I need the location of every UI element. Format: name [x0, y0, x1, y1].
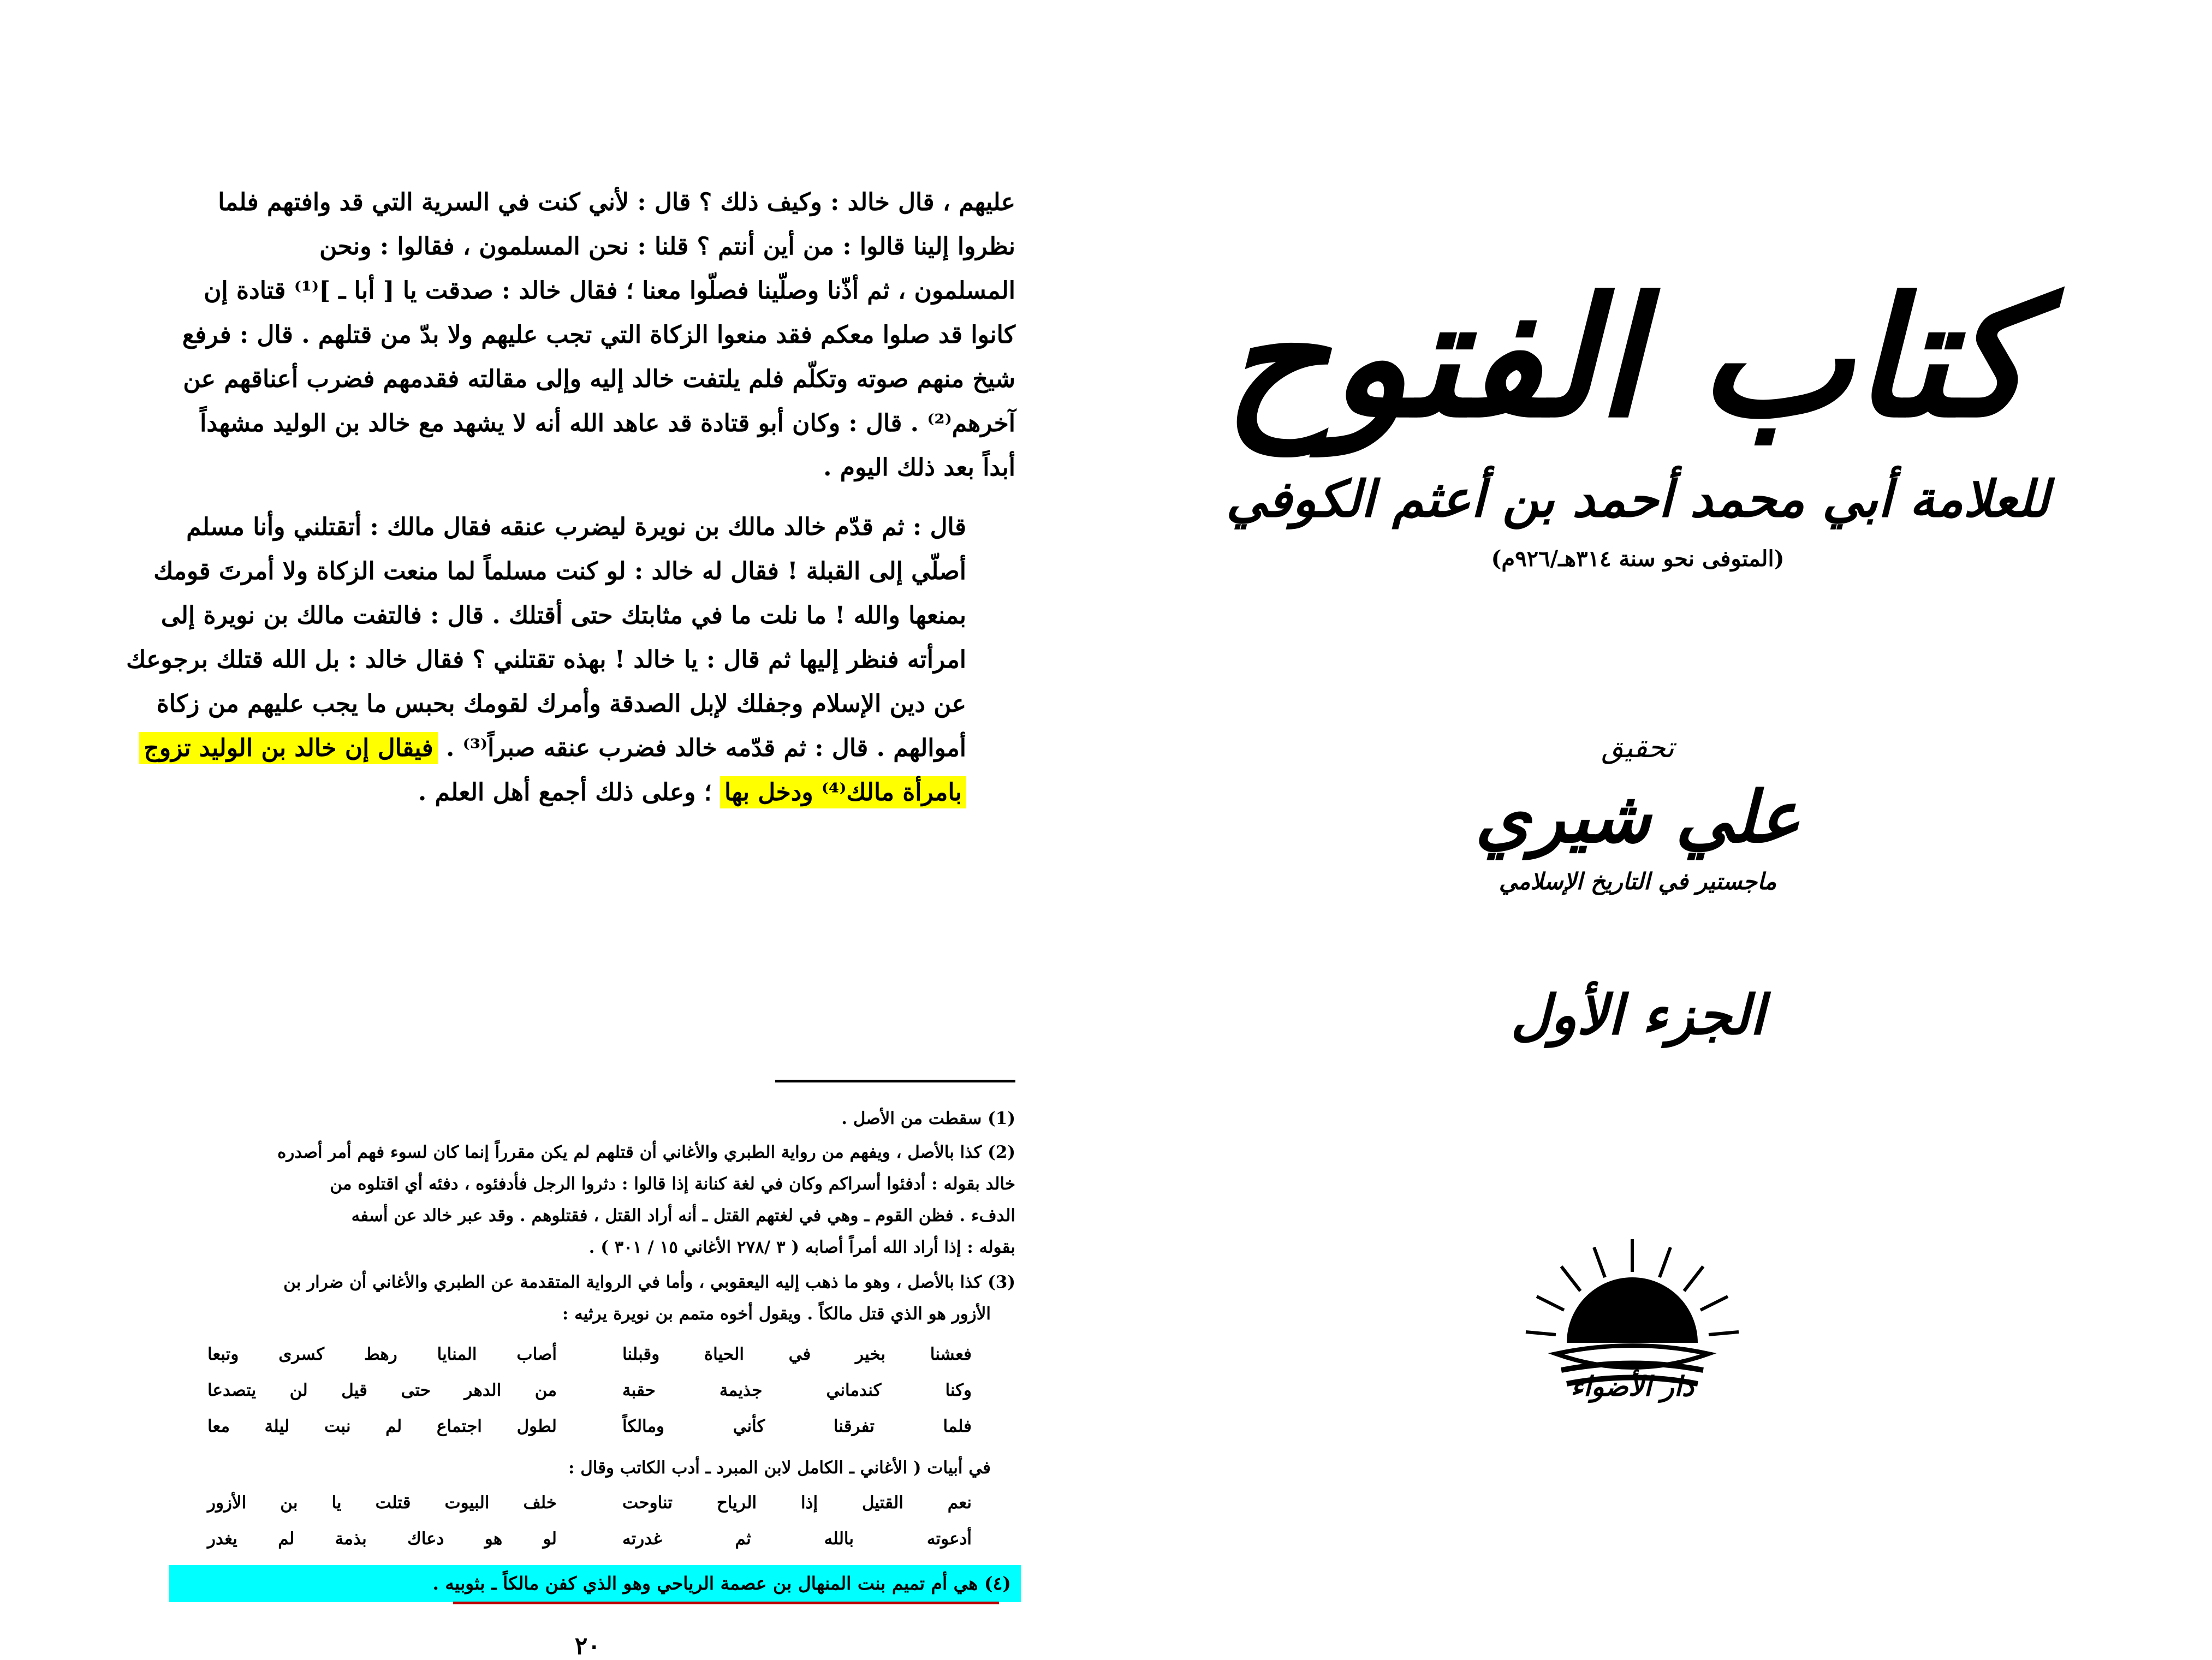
paragraph-line: أصلّي إلى القبلة ! فقال له خالد : لو كنت مسلماً لما منعت الزكاة ولا أمرتَ قومك: [153, 557, 966, 585]
verse-hemistich: لطول اجتماع لم نبت ليلة معا: [207, 1417, 557, 1436]
footnote-text: في أبيات ( الأغاني ـ الكامل لابن المبرد ـ أدب الكاتب وقال :: [568, 1458, 991, 1478]
footnote-text: الدفء . فظن القوم ـ وهي في لغتهم القتل ـ أنه أراد القتل ، فقتلوهم . وقد عبر خالد عن أسفه: [351, 1206, 1015, 1225]
verse-line: [207, 1521, 972, 1557]
poem-verses-1: [207, 1336, 972, 1444]
footnote-1: [164, 1103, 1015, 1134]
paragraph-line: عن دين الإسلام وجفلك لإبل الصدقة وأمرك لقومك بحبس ما يجب عليهم من زكاة: [156, 690, 966, 718]
paragraph-line-7: [164, 770, 1015, 814]
paragraph-2: [126, 505, 1015, 814]
verse-line: [207, 1408, 972, 1444]
footnote-text: (3) كذا بالأصل ، وهو ما ذهب إليه اليعقوبي ، وأما في الرواية المتقدمة عن الطبري والأغاني أن ضرار بن: [283, 1272, 1015, 1292]
footnote-text: (1) سقطت من الأصل .: [841, 1109, 1015, 1128]
editor-label: تحقيق: [1601, 731, 1674, 764]
paragraph-line: شيخ منهم صوته وتكلّم فلم يلتفت خالد إليه وإلى مقالته فقدمهم فضرب أعناقهم عن: [183, 365, 1015, 393]
verse-hemistich: لو هو دعاك بذمة لم يغدر: [207, 1529, 557, 1549]
paragraph-line: عليهم ، قال خالد : وكيف ذلك ؟ قال : لأني كنت في السرية التي قد وافتهم فلما: [218, 188, 1015, 216]
yellow-highlight-2: بامرأة مالك⁽⁴⁾ ودخل بها: [720, 776, 966, 808]
verse-hemistich: من الدهر حتى قيل لن يتصدعا: [207, 1381, 557, 1400]
footnote-text: (2) كذا بالأصل ، ويفهم من رواية الطبري والأغاني أن قتلهم لم يكن مقرراً إنما كان لسوء فهم أمر أصدره: [277, 1143, 1015, 1162]
paragraph-line: قال : ثم قدّم خالد مالك بن نويرة ليضرب عنقه فقال مالك : أتقتلني وأنا مسلم: [186, 513, 966, 541]
paragraph-line: بمنعها والله ! ما نلت ما في مثابتك حتى أقتلك . قال : فالتفت مالك بن نويرة إلى: [160, 602, 966, 629]
paragraph-line: امرأته فنظر إليها ثم قال : يا خالد ! بهذه تقتلني ؟ فقال خالد : بل الله قتلك برجوعك: [126, 646, 966, 674]
verse-hemistich: أدعوته بالله ثم غدرته: [622, 1529, 972, 1549]
author-line: للعلامة أبي محمد أحمد بن أعثم الكوفي: [1226, 469, 2050, 528]
paragraph-line: المسلمون ، ثم أذّنا وصلّينا فصلّوا معنا ؛ فقال خالد : صدقت يا [ أبا ـ ]⁽¹⁾ قتادة إن: [204, 277, 1015, 305]
editor-name: علي شيري: [1475, 775, 1800, 859]
book-title-calligraphy: [1223, 197, 2030, 480]
verse-hemistich: وكنا كندماني جذيمة حقبة: [622, 1381, 972, 1400]
book-title-text: كتاب الفتوح: [1223, 261, 2030, 454]
red-underline: [453, 1602, 999, 1604]
footnote-text: الأزور هو الذي قتل مالكاً . ويقول أخوه متمم بن نويرة يرثيه :: [562, 1304, 991, 1324]
footnote-2: [164, 1137, 1015, 1263]
verse-line: [207, 1372, 972, 1408]
publisher-name: دار الأضواء: [1571, 1370, 1694, 1402]
paragraph-line-6: [144, 726, 1015, 770]
publisher-logo-icon: [1501, 1228, 1763, 1447]
paragraph-line: كانوا قد صلوا معكم فقد منعوا الزكاة التي تجب عليهم ولا بدّ من قتلهم . قال : فرفع: [182, 321, 1015, 349]
paragraph-line: أبداً بعد ذلك اليوم .: [823, 454, 1015, 481]
cover-page: [1174, 164, 2102, 1474]
page-number: ٢٠: [574, 1632, 600, 1660]
footnote-3: [164, 1266, 1015, 1330]
title-svg: [1223, 197, 2030, 480]
footnote-text: خالد بقوله : أدفئوا أسراكم وكان في لغة كنانة إذا قالوا : دثروا الرجل فأدفئوه ، دفئه أي اقتلوه من: [330, 1174, 1015, 1194]
footnote-4-cyan-highlight: [169, 1565, 1021, 1602]
verse-hemistich: فعشنا بخير في الحياة وقبلنا: [622, 1344, 972, 1364]
footnote-3-source: [164, 1452, 1015, 1484]
yellow-highlight-1: فيقال إن خالد بن الوليد تزوج: [139, 732, 437, 764]
text-page: [126, 180, 1015, 1660]
plain-text: أموالهم . قال : ثم قدّمه خالد فضرب عنقه صبراً⁽³⁾ .: [437, 734, 966, 762]
footnote-text: بقوله : إذا أراد الله أمراً أصابه ( ٣ /٢٧٨ الأغاني ١٥ / ٣٠١ ) .: [588, 1237, 1015, 1257]
paragraph-line: آخرهم⁽²⁾ . قال : وكان أبو قتادة قد عاهد الله أنه لا يشهد مع خالد بن الوليد مشهداً: [200, 409, 1015, 437]
verse-hemistich: فلما تفرقنا كأني ومالكاً: [622, 1417, 972, 1436]
paragraph-1: [164, 180, 1015, 490]
verse-line: [207, 1336, 972, 1372]
poem-verses-2: [207, 1485, 972, 1557]
verse-hemistich: خلف البيوت قتلت يا بن الأزور: [207, 1493, 557, 1513]
verse-hemistich: أصاب المنايا رهط كسرى وتبعا: [207, 1344, 557, 1364]
footnote-text: (٤) هي أم تميم بنت المنهال بن عصمة الرياحي وهو الذي كفن مالكاً ـ بثوبيه .: [432, 1573, 1011, 1594]
verse-line: [207, 1485, 972, 1521]
author-dates: (المتوفى نحو سنة ٣١٤هـ/٩٢٦م): [1491, 546, 1785, 572]
paragraph-line: نظروا إلينا قالوا : من أين أنتم ؟ قلنا : نحن المسلمون ، فقالوا : ونحن: [319, 233, 1015, 260]
volume-label: الجزء الأول: [1511, 983, 1765, 1047]
footnote-divider: [775, 1080, 1015, 1082]
editor-title: ماجستير في التاريخ الإسلامي: [1499, 868, 1777, 895]
verse-hemistich: نعم القتيل إذا الرياح تناوحت: [622, 1493, 972, 1513]
plain-text: ؛ وعلى ذلك أجمع أهل العلم .: [418, 778, 720, 806]
